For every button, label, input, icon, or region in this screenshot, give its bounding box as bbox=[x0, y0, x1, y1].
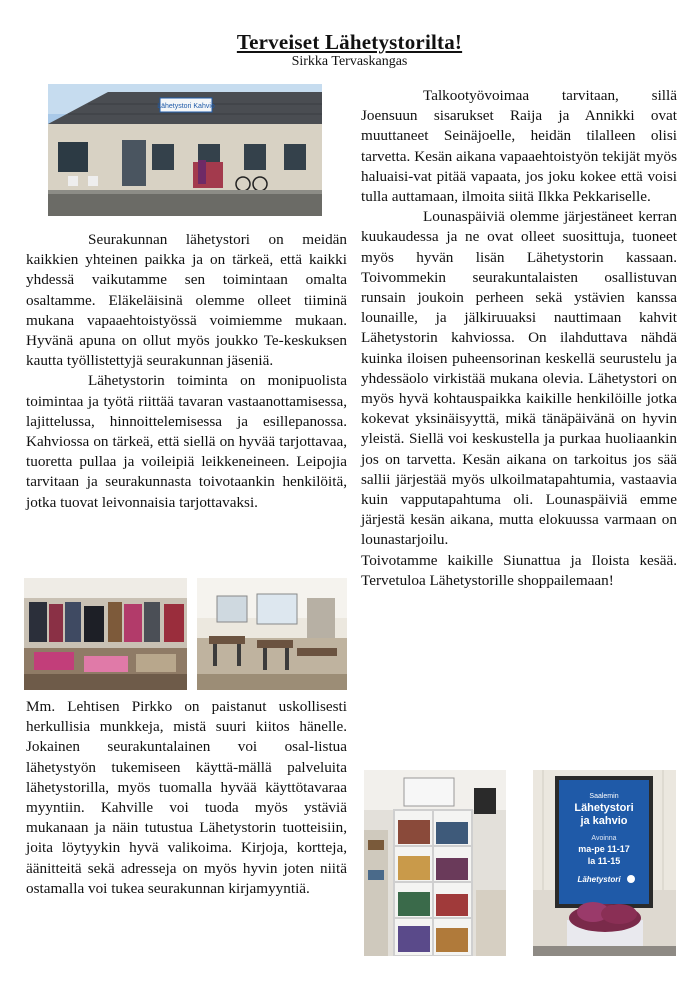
poster-line1: Saalemin bbox=[589, 793, 619, 800]
right-paragraph-2: Lounaspäiviä olemme järjestäneet kerran kuukaudessa ja ne ovat olleet suosittuja, tuoneet myös hyvän lisän Lähetystorin kassaan. Toivommekin seurakuntalaisten osallistuvan runsain joukoin perheen sekä ystävien kanssa lounaille, ja jälkiruuaksi nauttimaan kahvit Lähetystorin kahviossa. On ilahduttava nähdä kuinka iloisen puheensorinan keskellä seurustelu ja yhdessäolo virkistää mukana olevia. Lähetystori on myös hyvä kohtauspaikka kaikille henkilöille jotka kokevat yksinäisyyttä, mikä tänäpäivänä on hyvin yleistä. Siellä voi keskustella ja purkaa huoliaankin jos on tarvetta. Kesän aikana on tarkoitus jos sää sallii järjestää myös ulkoilmatapahtumia, vastaavia kuin vapputapahtuma oli. Lounaspäiviä emme järjestä kesän aikana, mutta elokuussa varmaan on lounastarjoilu. bbox=[361, 208, 677, 549]
article-title: Terveiset Lähetystorilta! bbox=[236, 30, 463, 54]
bookshelf-photo bbox=[364, 770, 506, 956]
poster-line5: ma-pe 11-17 bbox=[578, 844, 630, 854]
poster-line2: Lähetystori bbox=[574, 802, 634, 814]
poster-logo-text: Lähetystori bbox=[577, 875, 621, 884]
poster-line4: Avoinna bbox=[591, 835, 617, 842]
left-column-top bbox=[26, 230, 347, 513]
poster-photo bbox=[533, 770, 676, 956]
left-paragraph-3: Mm. Lehtisen Pirkko on paistanut uskollisesti herkullisia munkkeja, mistä suuri kiitos hänelle. Jokainen seurakuntalainen voi osal-listua lähetystyön tukemiseen käyttä-mällä palveluita lähetystorilla, myös tuomalla hyvää käyttötavaraa myyntiin. Kahville voi tuoda myös ystäviä mukanaan ja näin tutustua Lähetystorin tuotteisiin, joita löytyykin hyvä valikoima. Kirjoja, kortteja, äänitteitä sekä adresseja on myös hyvin joten niitä ostamalla voi tukea seurakunnan kirjamyyntiä. bbox=[26, 698, 347, 897]
poster-logo-icon bbox=[627, 875, 635, 883]
building-sign-text: Lähetystori Kahvio bbox=[157, 103, 215, 110]
left-column-bottom bbox=[26, 697, 347, 899]
poster-line3: ja kahvio bbox=[580, 815, 628, 827]
right-paragraph-3: Toivotamme kaikille Siunattua ja Iloista kesää. Tervetuloa Lähetystorille shoppailemaan! bbox=[361, 551, 677, 589]
left-paragraph-1: Seurakunnan lähetystori on meidän kaikkien yhteinen paikka ja on tärkeä, että kaikki yhdessä vaikutamme sen toimintaan omalta osaltamme. Eläkeläisinä olemme olleet tiiminä mukana vapaaehtoistyössä voimiemme mukaan. Hyvänä apuna on ollut myös joukko Te-keskuksen kautta työllistettyjä seurakunnan jäseniä. bbox=[26, 231, 347, 370]
poster-line6: la 11-15 bbox=[587, 856, 621, 866]
right-column bbox=[361, 86, 677, 591]
building-photo bbox=[48, 84, 322, 216]
cafe-interior-photo bbox=[197, 578, 347, 690]
shop-clothes-photo bbox=[24, 578, 187, 690]
left-paragraph-2: Lähetystorin toiminta on monipuolista toimintaa ja työtä riittää tavaran vastaanottamisessa, lajittelussa, hinnoittelemisessa ja esillepanossa. Kahviossa on tärkeä, että siellä on hyvää tarjottavaa, tuoretta pullaa ja voileipiä leikkeneineen. Leipojia tarvitaan ja seurakunnasta toivotaankin henkilöitä, jotka tuovat leivonnaisia tarjottavaksi. bbox=[26, 372, 347, 511]
article-author: Sirkka Tervaskangas bbox=[291, 54, 408, 69]
right-paragraph-1: Talkootyövoimaa tarvitaan, sillä Joensuun sisarukset Raija ja Annikki ovat muuttaneet Seinäjoelle, heidän tilalleen olisi tarvetta. Kesän aikana vapaaehtoistyön tekijät myös haluaisi-vat pitää vapaata, jos joku kokee että voisi tulla auttamaan, ilmoita siitä Ilkka Pekkariselle. bbox=[361, 87, 677, 206]
